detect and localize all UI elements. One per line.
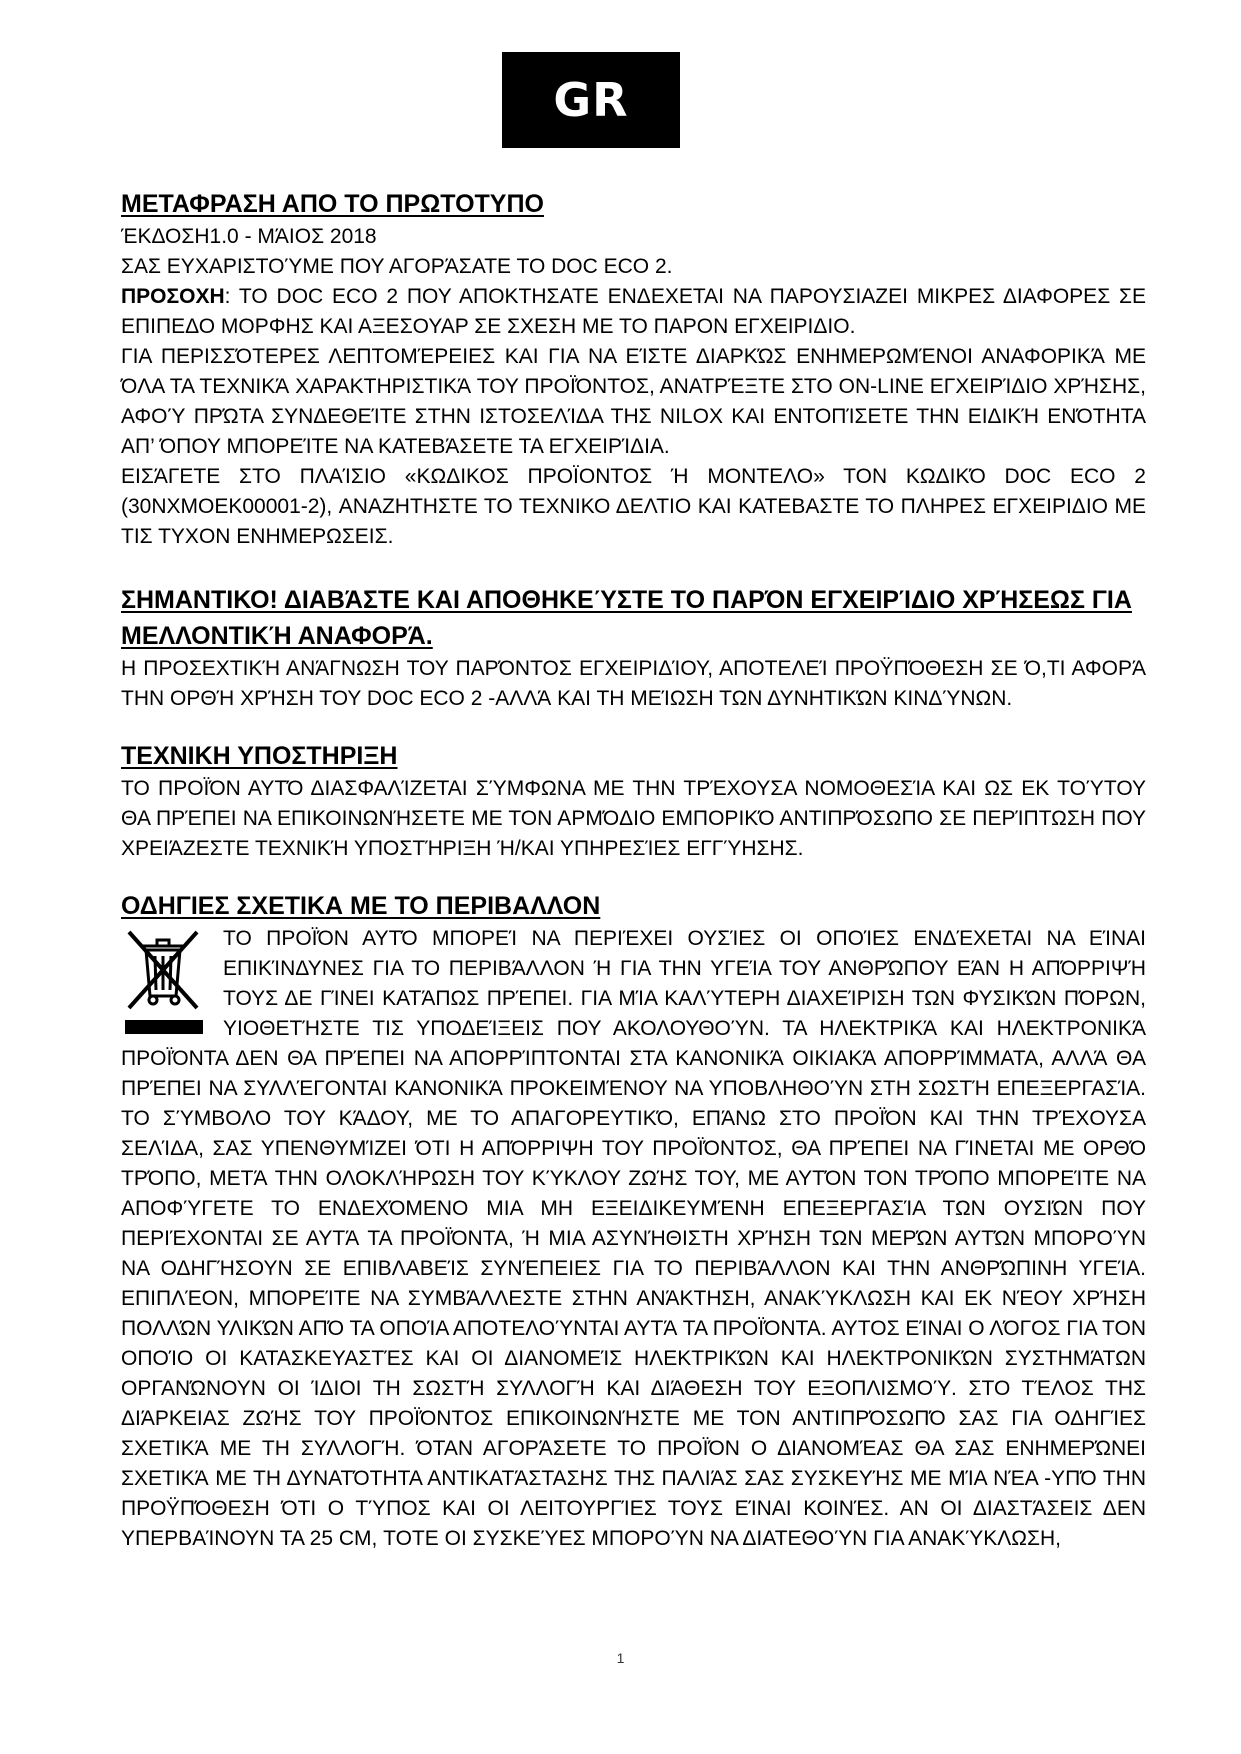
environment-heading: ΟΔΗΓΙΕΣ ΣΧΕΤΙΚΑ ΜΕ ΤΟ ΠΕΡΙΒΑΛΛΟΝ (121, 892, 601, 920)
thanks-line: ΣΑΣ ΕΥΧΑΡΙΣΤΟΎΜΕ ΠΟΥ ΑΓΟΡΆΣΑΤΕ ΤΟ DOC ECO 2. (121, 255, 673, 278)
environment-body (121, 924, 1146, 1554)
caution-label: ΠΡΟΣΟΧΗ (121, 285, 225, 308)
important-heading: ΣΗΜΑΝΤΙΚΟ! ΔΙΑΒΆΣΤΕ ΚΑΙ ΑΠΟΘΗΚΕΎΣΤΕ ΤΟ ΠΑΡΌΝ ΕΓΧΕΙΡΊΔΙΟ ΧΡΉΣΕΩΣ ΓΙΑ ΜΕΛΛΟΝΤΙΚΉ ΑΝΑΦΟΡΆ. (121, 586, 1132, 650)
details-paragraph: ΓΙΑ ΠΕΡΙΣΣΌΤΕΡΕΣ ΛΕΠΤΟΜΈΡΕΙΕΣ ΚΑΙ ΓΙΑ ΝΑ ΕΊΣΤΕ ΔΙΑΡΚΏΣ ΕΝΗΜΕΡΩΜΈΝΟΙ ΑΝΑΦΟΡΙΚΆ ΜΕ ΌΛΑ ΤΑ ΤΕΧΝΙΚΆ ΧΑΡΑΚΤΗΡΙΣΤΙΚΆ ΤΟΥ ΠΡΟΪΌΝΤΟΣ, ΑΝΑΤΡΈΞΤΕ ΣΤΟ ON-LINE ΕΓΧΕΙΡΊΔΙΟ ΧΡΉΣΗΣ, ΑΦΟΎ ΠΡΏΤΑ ΣΥΝΔΕΘΕΊΤΕ ΣΤΗΝ ΙΣΤΟΣΕΛΊΔΑ ΤΗΣ NILOX ΚΑΙ ΕΝΤΟΠΊΣΕΤΕ ΤΗΝ ΕΙΔΙΚΉ ΕΝΌΤΗΤΑ ΑΠ’ ΌΠΟΥ ΜΠΟΡΕΊΤΕ ΝΑ ΚΑΤΕΒΆΣΕΤΕ ΤΑ ΕΓΧΕΙΡΊΔΙΑ. (121, 345, 1146, 458)
language-badge: GR (502, 52, 680, 148)
document-body (121, 186, 1146, 1554)
important-section (121, 582, 1146, 714)
caution-paragraph (121, 282, 1146, 342)
page-number: 1 (616, 1650, 625, 1666)
version-line: ΈΚΔΟΣΗ1.0 - ΜΆΙΟΣ 2018 (121, 225, 377, 248)
caution-text: : ΤΟ DOC ECO 2 ΠΟΥ ΑΠΟΚΤΗΣΑΤΕ ΕΝΔΕΧΕΤΑΙ ΝΑ ΠΑΡΟΥΣΙΑΖΕΙ ΜΙΚΡΕΣ ΔΙΑΦΟΡΕΣ ΣΕ ΕΠΙΠΕΔΟ ΜΟΡΦΗΣ ΚΑΙ ΑΞΕΣΟΥΑΡ ΣΕ ΣΧΕΣΗ ΜΕ ΤΟ ΠΑΡΟΝ ΕΓΧΕΙΡΙΔΙΟ. (121, 285, 1146, 338)
support-text: ΤΟ ΠΡΟΪΌΝ ΑΥΤΌ ΔΙΑΣΦΑΛΊΖΕΤΑΙ ΣΎΜΦΩΝΑ ΜΕ ΤΗΝ ΤΡΈΧΟΥΣΑ ΝΟΜΟΘΕΣΊΑ ΚΑΙ ΩΣ ΕΚ ΤΟΎΤΟΥ ΘΑ ΠΡΈΠΕΙ ΝΑ ΕΠΙΚΟΙΝΩΝΉΣΕΤΕ ΜΕ ΤΟΝ ΑΡΜΌΔΙΟ ΕΜΠΟΡΙΚΌ ΑΝΤΙΠΡΌΣΩΠΟ ΣΕ ΠΕΡΊΠΤΩΣΗ ΠΟΥ ΧΡΕΙΆΖΕΣΤΕ ΤΕΧΝΙΚΉ ΥΠΟΣΤΉΡΙΞΗ Ή/ΚΑΙ ΥΠΗΡΕΣΊΕΣ ΕΓΓΎΗΣΗΣ. (121, 777, 1146, 860)
support-heading: ΤΕΧΝΙΚΗ ΥΠΟΣΤΗΡΙΞΗ (121, 742, 398, 770)
translation-heading: ΜΕΤΑΦΡΑΣΗ ΑΠΟ ΤΟ ΠΡΩΤΟΤΥΠΟ (121, 190, 544, 218)
intro-section (121, 186, 1146, 552)
enter-code-paragraph: ΕΙΣΆΓΕΤΕ ΣΤΟ ΠΛΑΊΣΙΟ «ΚΩΔΙΚΟΣ ΠΡΟΪΟΝΤΟΣ Ή ΜΟΝΤΕΛΟ» ΤΟΝ ΚΩΔΙΚΌ DOC ECO 2 (30NXMOEK00001-2), ΑΝΑΖΗΤΗΣΤΕ ΤΟ ΤΕΧΝΙΚΟ ΔΕΛΤΙΟ ΚΑΙ ΚΑΤΕΒΑΣΤΕ ΤΟ ΠΛΗΡΕΣ ΕΓΧΕΙΡΙΔΙΟ ΜΕ ΤΙΣ ΤΥΧΟΝ ΕΝΗΜΕΡΩΣΕΙΣ. (121, 465, 1146, 548)
environment-text: ΤΟ ΠΡΟΪΌΝ ΑΥΤΌ ΜΠΟΡΕΊ ΝΑ ΠΕΡΙΈΧΕΙ ΟΥΣΊΕΣ ΟΙ ΟΠΟΊΕΣ ΕΝΔΈΧΕΤΑΙ ΝΑ ΕΊΝΑΙ ΕΠΙΚΊΝΔΥΝΕΣ ΓΙΑ ΤΟ ΠΕΡΙΒΆΛΛΟΝ Ή ΓΙΑ ΤΗΝ ΥΓΕΊΑ ΤΟΥ ΑΝΘΡΏΠΟΥ ΕΆΝ Η ΑΠΌΡΡΙΨΉ ΤΟΥΣ ΔΕ ΓΊΝΕΙ ΚΑΤΆΠΩΣ ΠΡΈΠΕΙ. ΓΙΑ ΜΊΑ ΚΑΛΎΤΕΡΗ ΔΙΑΧΕΊΡΙΣΗ ΤΩΝ ΦΥΣΙΚΏΝ ΠΌΡΩΝ, ΥΙΟΘΕΤΉΣΤΕ ΤΙΣ ΥΠΟΔΕΊΞΕΙΣ ΠΟΥ ΑΚΟΛΟΥΘΟΎΝ. ΤΑ ΗΛΕΚΤΡΙΚΆ ΚΑΙ ΗΛΕΚΤΡΟΝΙΚΆ ΠΡΟΪΌΝΤΑ ΔΕΝ ΘΑ ΠΡΈΠΕΙ ΝΑ ΑΠΟΡΡΊΠΤΟΝΤΑΙ ΣΤΑ ΚΑΝΟΝΙΚΆ ΟΙΚΙΑΚΆ ΑΠΟΡΡΊΜΜΑΤΑ, ΑΛΛΆ ΘΑ ΠΡΈΠΕΙ ΝΑ ΣΥΛΛΈΓΟΝΤΑΙ ΚΑΝΟΝΙΚΆ ΠΡΟΚΕΙΜΈΝΟΥ ΝΑ ΥΠΟΒΛΗΘΟΎΝ ΣΤΗ ΣΩΣΤΉ ΕΠΕΞΕΡΓΑΣΊΑ. ΤΟ ΣΎΜΒΟΛΟ ΤΟΥ ΚΆΔΟΥ, ΜΕ ΤΟ ΑΠΑΓΟΡΕΥΤΙΚΌ, ΕΠΆΝΩ ΣΤΟ ΠΡΟΪΌΝ ΚΑΙ ΤΗΝ ΤΡΈΧΟΥΣΑ ΣΕΛΊΔΑ, ΣΑΣ ΥΠΕΝΘΥΜΊΖΕΙ ΌΤΙ Η ΑΠΌΡΡΙΨΗ ΤΟΥ ΠΡΟΪΌΝΤΟΣ, ΘΑ ΠΡΈΠΕΙ ΝΑ ΓΊΝΕΤΑΙ ΜΕ ΟΡΘΌ ΤΡΌΠΟ, ΜΕΤΆ ΤΗΝ ΟΛΟΚΛΉΡΩΣΗ ΤΟΥ ΚΎΚΛΟΥ ΖΩΉΣ ΤΟΥ, ΜΕ ΑΥΤΌΝ ΤΟΝ ΤΡΌΠΟ ΜΠΟΡΕΊΤΕ ΝΑ ΑΠΟΦΎΓΕΤΕ ΤΟ ΕΝΔΕΧΌΜΕΝΟ ΜΙΑ ΜΗ ΕΞΕΙΔΙΚΕΥΜΈΝΗ ΕΠΕΞΕΡΓΑΣΊΑ ΤΩΝ ΟΥΣΙΏΝ ΠΟΥ ΠΕΡΙΈΧΟΝΤΑΙ ΣΕ ΑΥΤΆ ΤΑ ΠΡΟΪΌΝΤΑ, Ή ΜΙΑ ΑΣΥΝΉΘΙΣΤΗ ΧΡΉΣΗ ΤΩΝ ΜΕΡΏΝ ΑΥΤΏΝ ΜΠΟΡΟΎΝ ΝΑ ΟΔΗΓΉΣΟΥΝ ΣΕ ΕΠΙΒΛΑΒΕΊΣ ΣΥΝΈΠΕΙΕΣ ΓΙΑ ΤΟ ΠΕΡΙΒΆΛΛΟΝ ΚΑΙ ΤΗΝ ΑΝΘΡΏΠΙΝΗ ΥΓΕΊΑ. ΕΠΙΠΛΈΟΝ, ΜΠΟΡΕΊΤΕ ΝΑ ΣΥΜΒΆΛΛΕΣΤΕ ΣΤΗΝ ΑΝΆΚΤΗΣΗ, ΑΝΑΚΎΚΛΩΣΗ ΚΑΙ ΕΚ ΝΈΟΥ ΧΡΉΣΗ ΠΟΛΛΏΝ ΥΛΙΚΏΝ ΑΠΌ ΤΑ ΟΠΟΊΑ ΑΠΟΤΕΛΟΎΝΤΑΙ ΑΥΤΆ ΤΑ ΠΡΟΪΌΝΤΑ. ΑΥΤΟΣ ΕΊΝΑΙ Ο ΛΌΓΟΣ ΓΙΑ ΤΟΝ ΟΠΟΊΟ ΟΙ ΚΑΤΑΣΚΕΥΑΣΤΈΣ ΚΑΙ ΟΙ ΔΙΑΝΟΜΕΊΣ ΗΛΕΚΤΡΙΚΏΝ ΚΑΙ ΗΛΕΚΤΡΟΝΙΚΏΝ ΣΥΣΤΗΜΆΤΩΝ ΟΡΓΑΝΏΝΟΥΝ ΟΙ ΊΔΙΟΙ ΤΗ ΣΩΣΤΉ ΣΥΛΛΟΓΉ ΚΑΙ ΔΙΆΘΕΣΗ ΤΟΥ ΕΞΟΠΛΙΣΜΟΎ. ΣΤΟ ΤΈΛΟΣ ΤΗΣ ΔΙΆΡΚΕΙΑΣ ΖΩΉΣ ΤΟΥ ΠΡΟΪΌΝΤΟΣ ΕΠΙΚΟΙΝΩΝΉΣΤΕ ΜΕ ΤΟΝ ΑΝΤΙΠΡΌΣΩΠΌ ΣΑΣ ΓΙΑ ΟΔΗΓΊΕΣ ΣΧΕΤΙΚΆ ΜΕ ΤΗ ΣΥΛΛΟΓΉ. ΌΤΑΝ ΑΓΟΡΆΣΕΤΕ ΤΟ ΠΡΟΪΌΝ Ο ΔΙΑΝΟΜΈΑΣ ΘΑ ΣΑΣ ΕΝΗΜΕΡΏΝΕΙ ΣΧΕΤΙΚΆ ΜΕ ΤΗ ΔΥΝΑΤΌΤΗΤΑ ΑΝΤΙΚΑΤΆΣΤΑΣΗΣ ΤΗΣ ΠΑΛΙΆΣ ΣΑΣ ΣΥΣΚΕΥΉΣ ΜΕ ΜΊΑ ΝΈΑ -ΥΠΌ ΤΗΝ ΠΡΟΫΠΌΘΕΣΗ ΌΤΙ Ο ΤΎΠΟΣ ΚΑΙ ΟΙ ΛΕΙΤΟΥΡΓΊΕΣ ΤΟΥΣ ΕΊΝΑΙ ΚΟΙΝΈΣ. ΑΝ ΟΙ ΔΙΑΣΤΆΣΕΙΣ ΔΕΝ ΥΠΕΡΒΑΊΝΟΥΝ ΤΑ 25 CM, ΤΟΤΕ ΟΙ ΣΥΣΚΕΎΕΣ ΜΠΟΡΟΎΝ ΝΑ ΔΙΑΤΕΘΟΎΝ ΓΙΑ ΑΝΑΚΎΚΛΩΣΗ, (121, 927, 1146, 1550)
important-text: Η ΠΡΟΣΕΧΤΙΚΉ ΑΝΆΓΝΩΣΗ ΤΟΥ ΠΑΡΌΝΤΟΣ ΕΓΧΕΙΡΙΔΊΟΥ, ΑΠΟΤΕΛΕΊ ΠΡΟΫΠΌΘΕΣΗ ΣΕ Ό,ΤΙ ΑΦΟΡΆ ΤΗΝ ΟΡΘΉ ΧΡΉΣΗ ΤΟΥ DOC ECO 2 -ΑΛΛΆ ΚΑΙ ΤΗ ΜΕΊΩΣΗ ΤΩΝ ΔΥΝΗΤΙΚΏΝ ΚΙΝΔΎΝΩΝ. (121, 657, 1146, 710)
weee-crossed-bin-icon (121, 928, 207, 1036)
support-section (121, 738, 1146, 864)
environment-section (121, 888, 1146, 1554)
